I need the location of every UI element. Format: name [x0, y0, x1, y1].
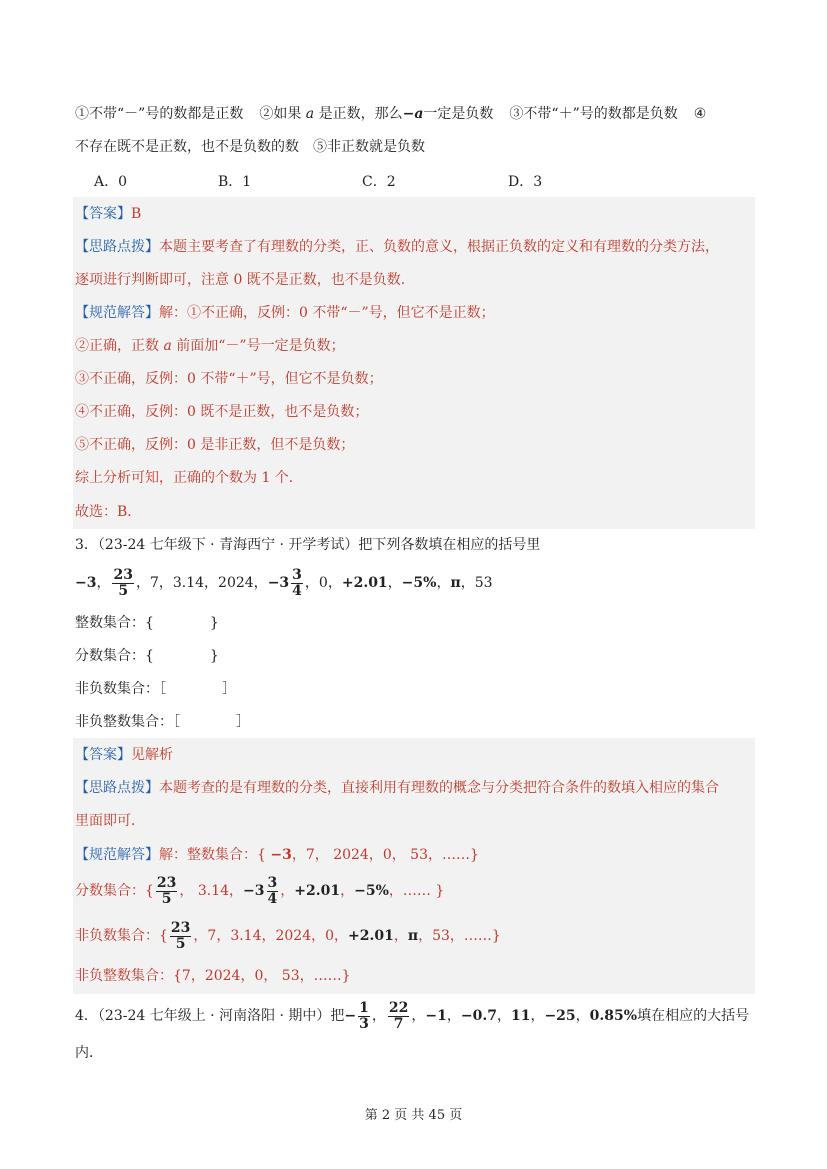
fraction [156, 876, 177, 907]
num: −3 [270, 847, 292, 863]
denominator: 5 [118, 582, 129, 599]
mixed-number [243, 873, 280, 909]
mixed-int: −3 [267, 575, 290, 591]
q4-text: ， [446, 1008, 461, 1024]
q2-solution-line7: 故选：B． [75, 504, 142, 520]
q4-text: ， [530, 1008, 545, 1024]
q3-solution-line2 [75, 873, 444, 909]
tip-text: 本题主要考查了有理数的分类，正、负数的意义，根据正负数的定义和有理数的分类方法， [159, 239, 719, 255]
tip-tag: 【思路点拨】 [75, 780, 159, 796]
q2-statement-2-a: ②如果 [259, 106, 306, 122]
q4-text: 填在相应的大括号 [637, 1008, 750, 1024]
option-d: D．3 [508, 174, 543, 190]
q3-solution-line1 [75, 845, 479, 865]
denominator: 3 [359, 1015, 369, 1032]
pi-symbol: π [450, 575, 461, 591]
denominator: 7 [393, 1015, 404, 1032]
q2-statement-4-mark: ④ [693, 106, 707, 122]
denominator: 4 [267, 890, 278, 907]
q2-tip-line2: 逐项进行判断即可，注意 0 既不是正数，也不是负数． [75, 272, 415, 288]
q3-tip-line2: 里面即可． [75, 813, 145, 829]
q3-solution-line3 [75, 918, 501, 954]
q3-solution-panel [73, 738, 755, 994]
q2-options [94, 172, 542, 192]
solution-text: ，…… } [388, 883, 445, 899]
solution-text: 前面加“－”号一定是负数； [171, 338, 345, 354]
fraction [112, 568, 133, 599]
num: 11 [510, 1008, 531, 1024]
num: −0.7 [460, 1008, 497, 1024]
solution-text: 非负数集合：{ [75, 928, 168, 944]
num: −5% [401, 575, 437, 591]
answer-value: 见解析 [131, 747, 173, 763]
solution-tag: 【规范解答】 [75, 305, 159, 321]
numerator: 3 [267, 874, 278, 891]
num: +2.01 [348, 928, 394, 944]
q2-answer [75, 204, 141, 224]
blank-non-negative-integers: 非负整数集合：［ ］ [75, 714, 250, 730]
tip-text: 本题考查的是有理数的分类，直接利用有理数的概念与分类把符合条件的数填入相应的集合 [159, 780, 719, 796]
pi-symbol: π [407, 928, 419, 944]
q2-solution-line6: 综上分析可知，正确的个数为 1 个． [75, 470, 303, 486]
q2-tip-line1 [75, 237, 719, 257]
q2-statement-1: ①不带“－”号的数都是正数 [75, 106, 244, 122]
q3-solution-line4: 非负整数集合：{7，2024，0， 53，……} [75, 968, 351, 984]
fraction [170, 921, 191, 952]
num: −3 [75, 575, 97, 591]
numerator: 3 [292, 566, 302, 583]
q3-answer [75, 745, 173, 765]
num: 53 [474, 575, 493, 591]
q4-text: ， [575, 1008, 590, 1024]
q3-tip-line1 [75, 778, 719, 798]
q2-statement-2-b: 是正数，那么 [314, 106, 403, 122]
q2-var-a: a [305, 106, 315, 122]
tip-tag: 【思路点拨】 [75, 239, 159, 255]
solution-text: ， [340, 883, 355, 899]
fraction [358, 1001, 370, 1032]
num: 7，3.14，2024， [149, 575, 268, 591]
option-b: B．1 [218, 174, 252, 190]
numerator: 23 [113, 566, 133, 583]
q4-text: ， [496, 1008, 511, 1024]
solution-var-a: a [163, 338, 172, 354]
q2-statement-2-c: 一定是负数 [423, 106, 494, 122]
q2-solution-line1 [75, 303, 495, 323]
fraction [291, 568, 303, 599]
q4-text: 4．（23-24 七年级上 · 河南洛阳 · 期中）把 [75, 1008, 345, 1024]
solution-text: 分数集合：{ [75, 883, 154, 899]
answer-tag: 【答案】 [75, 747, 131, 763]
q2-solution-line4: ④不正确，反例：0 既不是正数，也不是负数； [75, 404, 369, 420]
answer-value: B [131, 206, 142, 222]
q2-solution-line5: ⑤不正确，反例：0 是非正数，但不是负数； [75, 437, 355, 453]
blank-integers: 整数集合：{ } [75, 615, 219, 631]
q4-stem-line2: 内． [75, 1045, 103, 1061]
num: −1 [425, 1008, 447, 1024]
numerator: 23 [170, 919, 191, 936]
solution-text: 解：整数集合：{ [159, 847, 271, 863]
option-c: C．2 [362, 174, 396, 190]
num: −25 [544, 1008, 576, 1024]
q2-statement-3: ③不带“＋”号的数都是负数 [509, 106, 678, 122]
solution-text: ，53，……} [418, 928, 501, 944]
q4-text: ， [371, 1008, 386, 1024]
solution-text: 解：①不正确，反例：0 不带“－”号，但它不是正数； [159, 305, 495, 321]
solution-text: ，7，3.14，2024，0， [193, 928, 349, 944]
numerator: 22 [388, 999, 409, 1016]
numerator: 23 [156, 874, 177, 891]
denominator: 5 [175, 935, 186, 952]
denominator: 5 [161, 890, 172, 907]
num: 0.85% [589, 1008, 638, 1024]
solution-text: ，7， 2024，0， 53，……} [291, 847, 479, 863]
fraction [388, 1001, 409, 1032]
q2-statement-line2: 不存在既不是正数，也不是负数的数 ⑤非正数就是负数 [75, 139, 425, 155]
fraction [267, 876, 279, 907]
mixed-number [268, 565, 305, 601]
option-a: A．0 [94, 174, 128, 190]
num: +2.01 [341, 575, 388, 591]
q2-statement-line1 [75, 104, 706, 124]
q2-neg-a: −a [402, 106, 424, 122]
q2-solution-line3: ③不正确，反例：0 不带“＋”号，但它不是负数； [75, 371, 383, 387]
mixed-int: −3 [243, 883, 265, 899]
num: +2.01 [294, 883, 341, 899]
q3-number-list: −3， $\frac{23}{5}$ ，7，3.14，2024，−3 $\frac{3}{4}$ ，0，+2.01，−5%，π，53 [75, 565, 493, 601]
q4-stem-line1 [75, 998, 749, 1034]
q4-text: ， [411, 1008, 426, 1024]
q2-solution-line2 [75, 336, 345, 356]
minus-sign: − [344, 1008, 357, 1024]
blank-fractions: 分数集合：{ } [75, 648, 219, 664]
page-footer: 第 2 页 共 45 页 [364, 1108, 463, 1123]
denominator: 4 [292, 582, 302, 599]
solution-text: ， [280, 883, 295, 899]
solution-tag: 【规范解答】 [75, 847, 159, 863]
num: −5% [354, 883, 389, 899]
num: 0， [318, 575, 342, 591]
q3-stem: 3．（23-24 七年级下 · 青海西宁 · 开学考试）把下列各数填在相应的括号里 [75, 537, 541, 553]
solution-text: ， [393, 928, 408, 944]
blank-non-negative: 非负数集合：［ ］ [75, 681, 236, 697]
solution-text: ②正确，正数 [75, 338, 164, 354]
numerator: 1 [359, 999, 369, 1016]
answer-tag: 【答案】 [75, 206, 131, 222]
solution-text: ， 3.14， [179, 883, 244, 899]
